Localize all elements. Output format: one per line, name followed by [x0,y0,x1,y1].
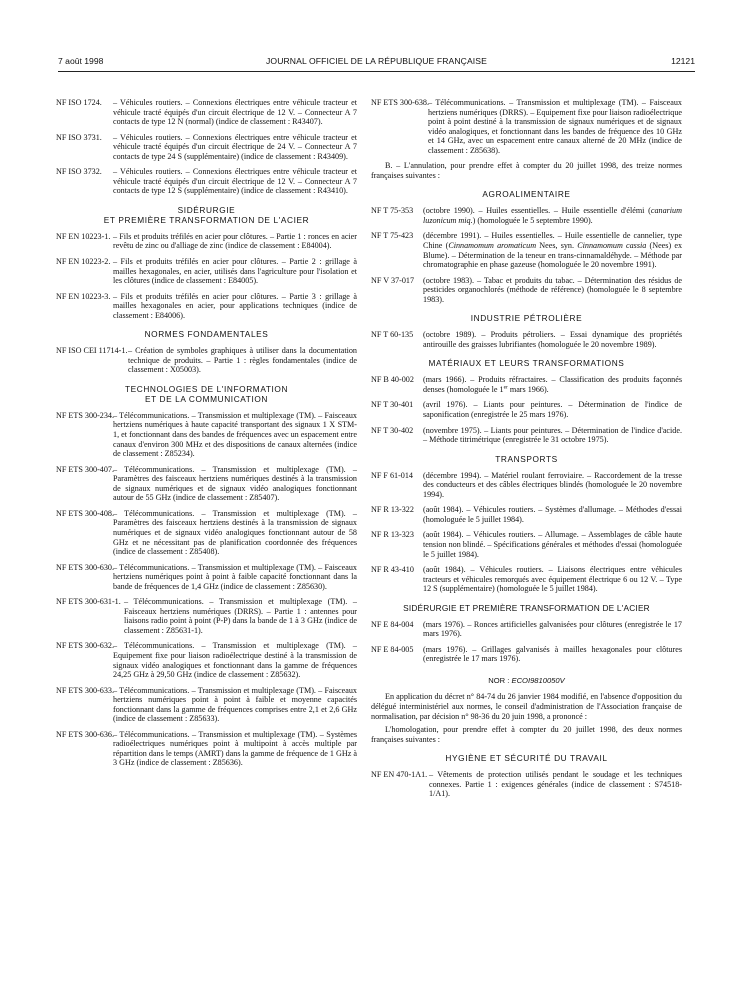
norm-text: – Fils et produits tréfilés en acier pour clôtures. – Partie 3 : grillage à mailles hexagonales en acier, pour applications techniques (indice de classement : E84006). [113,291,357,320]
norm-text: – Vêtements de protection utilisés pendant le soudage et les techniques connexes. Partie 1 : exigences générales (indice de classement : S74518-1/A1). [429,770,682,799]
norm-code: NF ETS 300-633. [56,685,115,695]
norm-code: NF EN 10223-2. [56,257,111,267]
annulation-paragraph: B. – L'annulation, pour prendre effet à compter du 20 juillet 1998, des treize normes françaises suivantes : [371,161,682,180]
norm-code: NF ETS 300-632. [56,641,115,651]
norm-code: NF ISO 3731. [56,132,102,142]
norm-code: NF T 30-401 [371,400,414,410]
journal-title: JOURNAL OFFICIEL DE LA RÉPUBLIQUE FRANÇAISE [266,56,487,66]
entry-list-vehicles [56,98,357,196]
norm-code: NF ETS 300-636. [56,729,115,739]
page-header [58,56,695,70]
norm-text: – Véhicules routiers. – Connexions électriques entre véhicule tracteur et véhicule tracté équipés d'un circuit électrique de 12 V. – Connecteur A 7 contacts de type 12 N (normal) (indice de classement : R43407). [113,98,357,127]
norm-entry [371,505,682,524]
norm-text: – Télécommunications. – Transmission et multiplexage (TM). – Faisceaux hertziens numériques point à point à faible et moyenne capacités fonctionnant dans la gamme de fréquences comprises entre 2,1 et 2,6 GHz (indice de classement : Z85633). [113,685,357,724]
norm-entry [56,641,357,679]
homologation-paragraph: L'homologation, pour prendre effet à compter du 20 juillet 1998, des deux normes françaises suivantes : [371,725,682,744]
norm-code: NF ETS 300-407. [56,464,115,474]
section-heading-siderurgie: SIDÉRURGIE ET PREMIÈRE TRANSFORMATION DE L'ACIER [403,602,650,613]
section-heading-petroliere: INDUSTRIE PÉTROLIÈRE [470,313,583,324]
norm-code: NF R 13-322 [371,505,414,515]
norm-entry [56,167,357,196]
nor-reference [371,676,682,686]
norm-entry [371,330,682,349]
norm-entry [371,770,682,799]
norm-text: (octobre 1983). – Tabac et produits du tabac. – Détermination des résidus de pesticides organochlorés (méthode de référence) (homologuée le 8 septembre 1983). [423,275,682,304]
norm-code: NF B 40-002 [371,375,414,385]
norm-text: – Télécommunications. – Transmission et multiplexage (TM). – Faisceaux hertziens numériques à haute capacité transportant des signaux 1 X STM-1, et fonctionnant dans des bandes de fréquences avec un espacement entre canaux d'environ 300 MHz et des dispositions de canaux alternées (indice de classement : Z85234). [113,410,357,459]
norm-code: NF E 84-005 [371,644,414,654]
norm-text: – Véhicules routiers. – Connexions électriques entre véhicule tracteur et véhicule tracté équipés d'un circuit électrique de 12 V. – Connecteur A 7 contacts de type 12 S (supplémentaire) (indice de classement : R43410). [113,167,357,196]
norm-text: – Télécommunications. – Transmission et multiplexage (TM). – Systèmes radioélectriques numériques point à multipoint à accès multiple par répartition dans le temps (AMRT) dans la gamme de fréquence de 1 GHz à 3 GHz (indice de classement : Z85636). [113,729,357,768]
norm-text: (Nees) ex Blume). – Détermination de la teneur en trans-cinnamaldéhyde. – Méthode par chromatographie en phase gazeuse (homologuée le 20 novembre 1991). [423,241,683,270]
norm-text: – Télécommunications. – Transmission et multiplexage (TM). – Faisceaux hertziens numériques point à point à faible capacité fonctionnant dans la bande de fréquences de 1,4 GHz (indice de classement : Z85630). [113,562,357,591]
norm-text: (octobre 1990). – Huiles essentielles. – Huile essentielle d'élémi ( [423,206,651,216]
norm-code: NF R 43-410 [371,565,414,575]
norm-text: – Télécommunications. – Transmission et multiplexage (TM). – Paramètres des faisceaux hertziens destinés à la transmission de signaux numériques et de signaux vidéo analogiques fonctionnant autour de 58 GHz et ne nécessitant pas de planification coordonnée des fréquences (indice de classement : Z85408). [113,508,357,557]
nor-label: NOR : [488,675,512,685]
norm-text: (août 1984). – Véhicules routiers. – Allumage. – Assemblages de câble haute tension non blindé. – Spécifications générales et méthodes d'essai (homologuée le 5 juillet 1984). [423,530,682,559]
norm-text: (mars 1976). – Grillages galvanisés à mailles hexagonales pour clôtures (enregistrée le 17 mars 1976). [423,644,682,664]
norm-text: (mars 1976). – Ronces artificielles galvanisées pour clôtures (enregistrée le 17 mars 1976). [423,619,682,639]
norm-text: ) (homologuée le 5 septembre 1990). [472,215,593,225]
section-heading-technologies: TECHNOLOGIES DE L'INFORMATION ET DE LA COMMUNICATION [124,383,289,404]
norm-text: – Télécommunications. – Transmission et multiplexage (TM). – Paramètres des faisceaux hertziens numériques destinés à la transmission de signaux numériques et de signaux vidéo analogiques fonctionnant autour de 55 GHz (indice de classement : Z85407). [113,464,357,503]
norm-entry [371,471,682,500]
norm-entry [371,375,682,394]
norm-code: NF T 75-353 [371,206,414,216]
nor-value: ECOI9810050V [511,675,565,685]
norm-code: NF T 75-423 [371,231,414,241]
norm-code: NF ISO 1724. [56,98,102,107]
norm-entry [371,231,682,269]
norm-entry [371,530,682,559]
norm-entry [371,276,682,305]
norm-entry [371,620,682,639]
norm-code: NF ISO CEI 11714-1. [56,346,128,356]
norm-entry [56,346,357,375]
section-heading-normes: NORMES FONDAMENTALES [144,329,269,340]
norm-entry [56,730,357,768]
left-column [56,98,357,774]
header-date: 7 août 1998 [58,56,104,66]
norm-code: NF ETS 300-631-1. [56,597,121,607]
norm-text-italic: Cinnamomum aromaticum [448,241,537,251]
norm-entry [371,206,682,225]
section-heading-siderurgie: SIDÉRURGIE ET PREMIÈRE TRANSFORMATION DE L'ACIER [103,204,310,225]
section-heading-agroalimentaire: AGROALIMENTAIRE [482,189,571,200]
norm-text: – Création de symboles graphiques à utiliser dans la documentation technique de produits. – Partie 1 : règles fondamentales (indice de classement : X05003). [128,346,357,375]
norm-text: (décembre 1991). – Huiles essentielles. – Huile essentielle de cannelier, type Chine ( [423,231,682,251]
norm-code: NF E 84-004 [371,619,414,629]
norm-entry [371,98,682,155]
norm-code: NF EN 10223-1. [56,231,111,241]
norm-code: NF ETS 300-408. [56,508,115,518]
norm-text-italic: Cinnamomum cassia [577,241,647,251]
page-number: 12121 [671,56,695,66]
norm-entry [371,426,682,445]
norm-entry [56,98,357,127]
norm-entry [56,563,357,592]
norm-entry [371,565,682,594]
norm-code: NF T 30-402 [371,425,414,435]
norm-text: (octobre 1989). – Produits pétroliers. – Essai dynamique des propriétés antirouille des graisses lubrifiantes (homologuée le 20 novembre 1989). [423,330,682,349]
norm-code: NF EN 10223-3. [56,291,111,301]
norm-code: NF R 13-323 [371,530,414,540]
norm-entry [56,133,357,162]
norm-text: – Télécommunications. – Transmission et multiplexage (TM). – Equipement fixe pour liaison radioélectrique destiné à la transmission de signaux vidéo analogiques et fonctionnant dans la gamme de fréquences 24,25 GHz à 29,50 GHz (indice de classement : Z85632). [113,641,357,680]
norm-text: – Véhicules routiers. – Connexions électriques entre véhicule tracteur et véhicule tracté équipés d'un circuit électrique de 24 V. – Connecteur A 7 contacts de type 24 S (supplémentaire) (indice de classement : R43409). [113,132,357,161]
norm-code: NF ETS 300-234. [56,410,115,420]
decree-paragraph: En application du décret n° 84-74 du 26 janvier 1984 modifié, en l'absence d'opposition du délégué interministériel aux normes, le conseil d'administration de l'Association française de normalisation, par décision n° 98-36 du 20 juin 1998, a prononcé : [371,692,682,721]
norm-text: (décembre 1994). – Matériel roulant ferroviaire. – Raccordement de la tresse des conducteurs et des câbles électriques blindés (homologuée le 20 novembre 1994). [423,470,682,499]
norm-text: – Télécommunications. – Transmission et multiplexage (TM). – Faisceaux hertziens numériques (DRRS). – Equipement fixe pour liaison radioélectrique point à point destiné à la transmission de signaux numériques et de signaux vidéo analogiques, et fonctionnant dans les bandes de fréquence des 10 GHz et 14 GHz, avec un espacement entre canaux alterné de 20 MHz (indice de classement : Z85638). [428,98,682,155]
norm-entry [56,292,357,321]
norm-entry [371,645,682,664]
norm-entry [56,257,357,286]
norm-text: (novembre 1975). – Liants pour peintures. – Détermination de l'indice d'acide. – Méthode titrimétrique (enregistrée le 31 octobre 1975). [423,425,682,445]
norm-code: NF ETS 300-638. [371,98,430,107]
norm-entry [56,465,357,503]
section-heading-materiaux: MATÉRIAUX ET LEURS TRANSFORMATIONS [428,358,625,369]
norm-text: (août 1984). – Véhicules routiers. – Systèmes d'allumage. – Méthodes d'essai (homologuée le 5 juillet 1984). [423,505,682,524]
norm-code: NF ETS 300-630. [56,562,115,572]
norm-code: NF F 61-014 [371,470,413,480]
norm-entry [56,411,357,459]
norm-entry [56,686,357,724]
norm-entry [56,509,357,557]
norm-code: NF T 60-135 [371,330,414,340]
norm-text: Nees, syn. [536,241,578,251]
norm-text: – Télécommunications. – Transmission et multiplexage (TM). – Faisceaux hertziens numériques (DRRS). – Partie 1 : antennes pour liaisons radio point à point (P-P) dans la bande de 1 à 3 GHz (indice de classement : Z85631-1). [124,597,357,635]
norm-text: (août 1984). – Véhicules routiers. – Liaisons électriques entre véhicules tracteurs et véhicules remorqués avec équipement électrique 6 ou 12 V. – Type 12 S (supplémentaire) (homologuée le 5 juillet 1984). [423,565,682,594]
norm-code: NF V 37-017 [371,275,415,285]
norm-code: NF EN 470-1A1. [371,770,428,780]
norm-text: – Fils et produits tréfilés en acier pour clôtures. – Partie 2 : grillage à mailles hexagonales, en acier, utilisés dans l'agriculture pour l'isolation et les clôtures (indice de classement : E84005). [113,257,357,286]
superscript: er [503,384,508,391]
norm-entry [56,597,357,635]
norm-text-italic: canarium luzonicum miq. [423,206,682,225]
norm-text: (mars 1966). – Produits réfractaires. – Classification des produits façonnés denses (homologuée le 1 [423,375,682,394]
norm-text: mars 1966). [507,384,549,394]
norm-text: – Fils et produits tréfilés en acier pour clôtures. – Partie 1 : ronces en acier revêtu de zinc ou d'alliage de zinc (indice de classement : E84004). [113,231,357,251]
right-column [371,98,682,805]
norm-code: NF ISO 3732. [56,167,102,177]
norm-entry [371,400,682,419]
section-heading-hygiene: HYGIÈNE ET SÉCURITÉ DU TRAVAIL [445,753,608,764]
norm-text: (avril 1976). – Liants pour peintures. – Détermination de l'indice de saponification (enregistrée le 25 mars 1976). [423,400,682,420]
header-rule [58,71,695,72]
norm-entry [56,232,357,251]
section-heading-transports: TRANSPORTS [495,453,558,464]
